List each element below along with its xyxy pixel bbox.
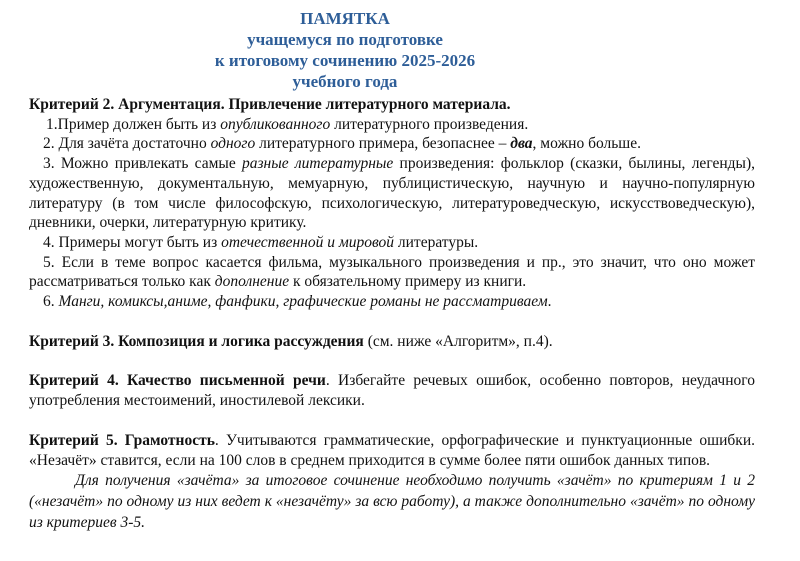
criterion-2-item-5: 5. Если в теме вопрос касается фильма, музыкального произведения и пр., это значит, что оно может рассматриваться только как дополнение к обязательному примеру из книги. bbox=[29, 253, 755, 291]
criterion-2-item-4: 4. Примеры могут быть из отечественной и мировой литературы. bbox=[43, 233, 479, 251]
criterion-2-item-1: 1.Пример должен быть из опубликованного литературного произведения. bbox=[46, 115, 529, 133]
criterion-5: Критерий 5. Грамотность. Учитываются грамматические, орфографические и пунктуационные ошибки. «Незачёт» ставится, если на 100 слов в среднем приходится в сумме более пяти ошибок данных типов. bbox=[29, 431, 756, 469]
criterion-3: Критерий 3. Композиция и логика рассуждения (см. ниже «Алгоритм», п.4). bbox=[29, 332, 553, 350]
title-line-2: учащемуся по подготовке bbox=[247, 30, 443, 49]
spacer bbox=[29, 312, 755, 332]
spacer bbox=[29, 411, 755, 431]
criterion-2-item-3: 3. Можно привлекать самые разные литературные произведения: фольклор (сказки, былины, легенды), художественную, документальную, мемуарную, публицистическую, научную и научно-популярную литературу (в том числе философскую, психологическую, литературоведческую, искусствоведческую), дневники, очерки, литературную критику. bbox=[29, 155, 755, 232]
title-line-4: учебного года bbox=[292, 72, 398, 91]
memo-body bbox=[29, 95, 755, 533]
criterion-4: Критерий 4. Качество письменной речи. Избегайте речевых ошибок, особенно повторов, неудачного употребления местоимений, иностилевой лексики. bbox=[29, 372, 755, 410]
spacer bbox=[29, 351, 755, 371]
memo-title bbox=[160, 8, 530, 92]
title-line-3: к итоговому сочинению 2025-2026 bbox=[214, 51, 476, 70]
title-line-1: ПАМЯТКА bbox=[300, 9, 390, 28]
criterion-2-item-2: 2. Для зачёта достаточно одного литературного примера, безопаснее – два, можно больше. bbox=[43, 135, 641, 153]
criterion-2-item-6: 6. Манги, комиксы,аниме, фанфики, графические романы не рассматриваем. bbox=[43, 293, 552, 311]
criterion-2-heading: Критерий 2. Аргументация. Привлечение литературного материала. bbox=[29, 96, 511, 113]
conclusion-note: Для получения «зачёта» за итоговое сочинение необходимо получить «зачёт» по критериям 1 и 2 («незачёт» по одному из них ведет к «незачёту» за всю работу), а также дополнительно «зачёт» по одному из критериев 3-5. bbox=[29, 472, 755, 532]
